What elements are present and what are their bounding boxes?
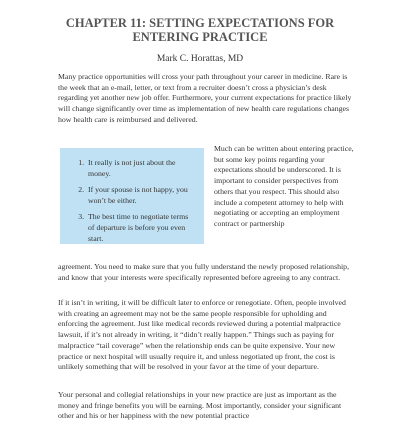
intro-paragraph: Many practice opportunities will cross your path throughout your career in medicine. Rare is the week that an e-mail, letter, or text from a recruiter doesn’t cross a physician’s desk regarding yet another new job offer. Furthermore, your current expectations for practice likely will change significantly over time as implementation of new health care regulations changes how health care is reimbursed and delivered. [58,72,352,124]
key-point-2: 2. If your spouse is not happy, you won’t be either. [86,185,196,206]
writing-paragraph: If it isn’t in writing, it will be difficult later to enforce or renegotiate. Often, people involved with creating an agreement may not be the same people responsible for upholding and enforcing the agreement. Just like medical records reviewed during a potential malpractice lawsuit, if it’s not already in writing, it “didn’t really happen.” Things such as paying for malpractice “tail coverage” when the relationship ends can be quite expensive. Your new practice or next hospital will usually require it, and unless negotiated up front, the cost is unlikely something that will be resolved in your favor at the time of your departure. [58,298,346,372]
relationships-paragraph: Your personal and collegial relationships in your new practice are just as important as the money and fringe benefits you will be earning. Most importantly, consider your significant other and his or her happiness with the new potential practice [58,390,342,421]
key-points-list [60,148,204,244]
key-points-callout [60,148,204,244]
side-paragraph: Much can be written about entering practice, but some key points regarding your expectations should be underscored. It is important to consider perspectives from others that you respect. This should also include a competent attorney to help with negotiating or accepting an employment contract or partnership [214,144,354,228]
key-point-1: 1. It really is not just about the money. [86,158,196,179]
author-name: Mark C. Horattas, MD [156,54,244,64]
chapter-title: CHAPTER 11: SETTING EXPECTATIONS FOR ENTERING PRACTICE [65,16,335,44]
contract-paragraph: agreement. You need to make sure that you fully understand the newly proposed relationship, and know that your interests were specifically represented before agreeing to any contract. [58,262,350,282]
key-point-3: 3. The best time to negotiate terms of departure is before you even start. [86,212,196,244]
